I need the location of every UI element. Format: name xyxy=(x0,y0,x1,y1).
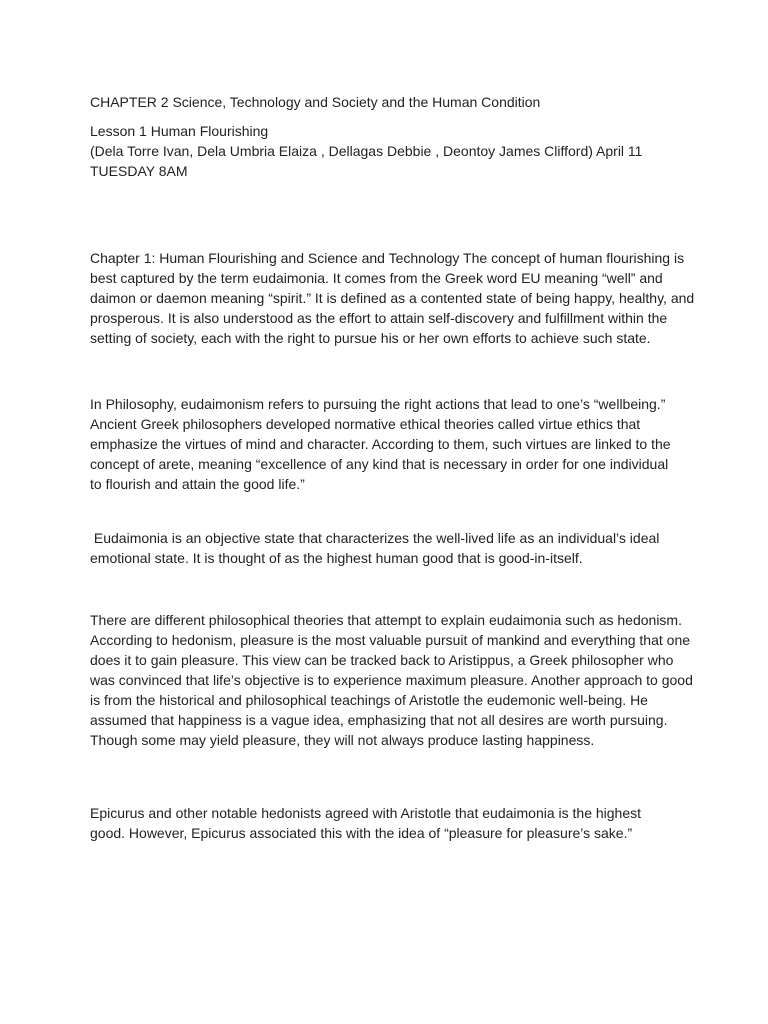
paragraph-human-flourishing: Chapter 1: Human Flourishing and Science and Technology The concept of human flourishing is best captured by the term eudaimonia. It comes from the Greek word EU meaning “well” and daimon or daemon meaning “spirit.” It is defined as a contented state of being happy, healthy, and prosperous. It is also understood as the effort to attain self-discovery and fulfillment within the setting of society, each with the right to pursue his or her own efforts to achieve such state. xyxy=(90,250,699,346)
paragraph-epicurus: Epicurus and other notable hedonists agreed with Aristotle that eudaimonia is the highest good. However, Epicurus associated this with the idea of “pleasure for pleasure’s sake.” xyxy=(90,805,645,841)
paragraph-eudaimonia-objective-state: Eudaimonia is an objective state that characterizes the well-lived life as an individual’s ideal emotional state. It is thought of as the highest human good that is good-in-itself. xyxy=(90,530,664,566)
lesson-title: Lesson 1 Human Flourishing xyxy=(90,123,269,139)
paragraph-eudaimonism: In Philosophy, eudaimonism refers to pursuing the right actions that lead to one’s “wellbeing.” Ancient Greek philosophers developed normative ethical theories called virtue ethics that emphasize the virtues of mind and character. According to them, such virtues are linked to the concept of arete, meaning “excellence of any kind that is necessary in order for one individual to flourish and attain the good life.” xyxy=(90,396,675,492)
chapter-title: CHAPTER 2 Science, Technology and Society and the Human Condition xyxy=(90,94,541,110)
lesson-authors: (Dela Torre Ivan, Dela Umbria Elaiza , Dellagas Debbie , Deontoy James Clifford) April 11 TUESDAY 8AM xyxy=(90,143,647,179)
paragraph-hedonism: There are different philosophical theories that attempt to explain eudaimonia such as hedonism. According to hedonism, pleasure is the most valuable pursuit of mankind and everything that one does it to gain pleasure. This view can be tracked back to Aristippus, a Greek philosopher who was convinced that life’s objective is to experience maximum pleasure. Another approach to good is from the historical and philosophical teachings of Aristotle the eudemonic well-being. He assumed that happiness is a vague idea, emphasizing that not all desires are worth pursuing. Though some may yield pleasure, they will not always produce lasting happiness. xyxy=(90,612,697,748)
